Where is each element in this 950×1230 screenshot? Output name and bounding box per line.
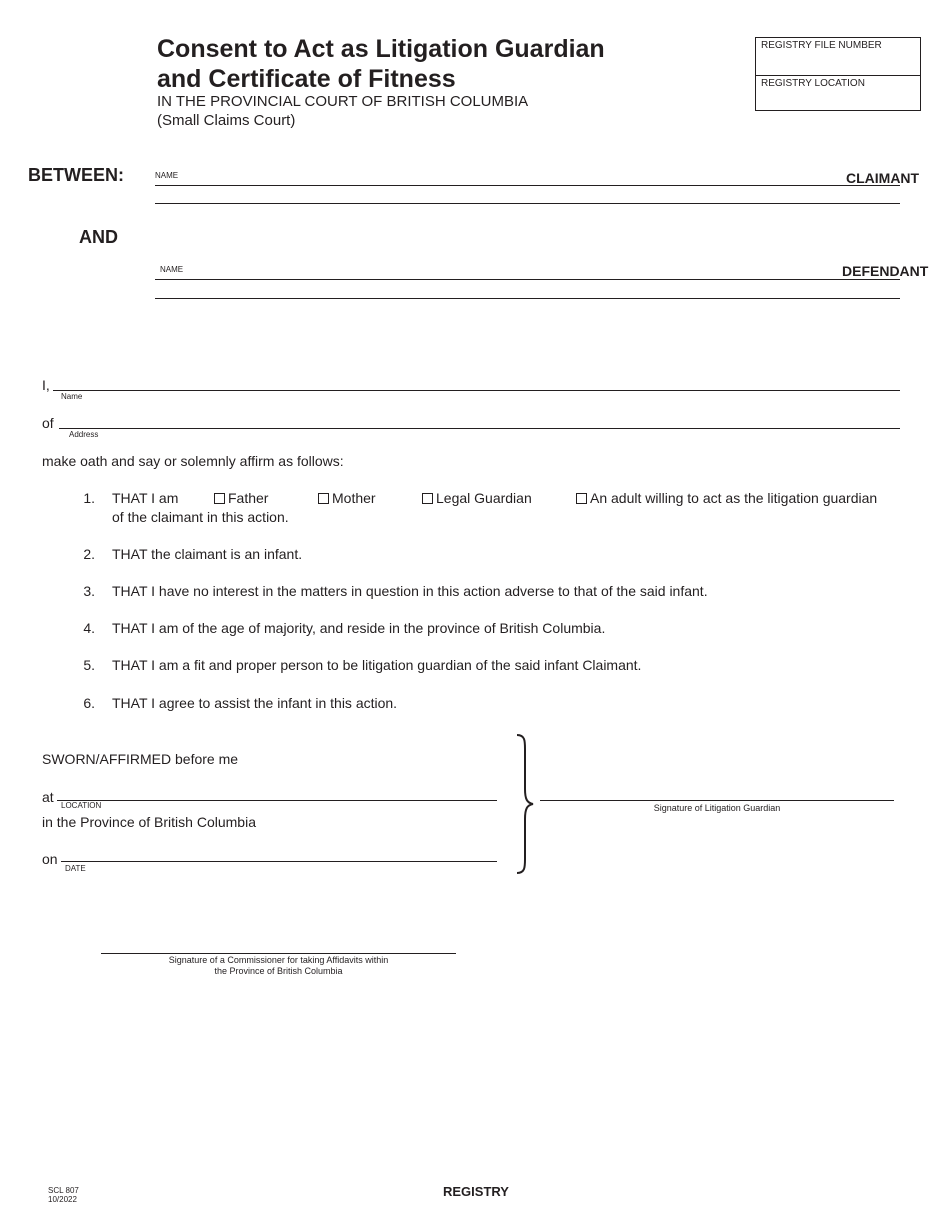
at-label: at xyxy=(42,789,54,805)
date-caption: DATE xyxy=(65,864,86,873)
defendant-label: DEFENDANT xyxy=(842,263,929,279)
province-text: in the Province of British Columbia xyxy=(42,814,256,830)
deponent-address-caption: Address xyxy=(69,430,99,439)
mother-checkbox[interactable] xyxy=(318,493,329,504)
defendant-name-line-2[interactable] xyxy=(155,298,900,299)
statement-4-text: THAT I am of the age of majority, and reside in the province of British Columbia. xyxy=(112,620,606,636)
statement-4-number: 4. xyxy=(83,620,95,636)
commissioner-signature-caption xyxy=(101,955,456,977)
commissioner-signature-line[interactable] xyxy=(101,953,456,954)
court-line: IN THE PROVINCIAL COURT OF BRITISH COLUMBIA xyxy=(157,93,529,110)
registry-box xyxy=(755,37,921,111)
legal-guardian-checkbox[interactable] xyxy=(422,493,433,504)
statement-5-text: THAT I am a fit and proper person to be litigation guardian of the said infant Claimant. xyxy=(112,657,642,673)
adult-guardian-label: An adult willing to act as the litigation guardian xyxy=(590,490,878,506)
on-label: on xyxy=(42,851,58,867)
registry-location-field[interactable] xyxy=(756,75,920,112)
statement-1-prefix: THAT I am xyxy=(112,490,179,506)
option-legal-guardian[interactable] xyxy=(422,490,532,506)
form-code xyxy=(48,1186,79,1204)
statement-5-number: 5. xyxy=(83,657,95,673)
and-label: AND xyxy=(79,227,118,247)
mother-label: Mother xyxy=(332,490,376,506)
adult-guardian-checkbox[interactable] xyxy=(576,493,587,504)
statement-6-number: 6. xyxy=(83,695,95,711)
registry-location-label: REGISTRY LOCATION xyxy=(761,78,865,89)
commissioner-caption-line2: the Province of British Columbia xyxy=(214,966,343,976)
registry-file-number-field[interactable] xyxy=(756,38,920,75)
form-title-line2: and Certificate of Fitness xyxy=(157,65,456,93)
oath-text: make oath and say or solemnly affirm as follows: xyxy=(42,453,344,469)
statement-1-number: 1. xyxy=(83,490,95,506)
form-title xyxy=(157,34,605,94)
location-caption: LOCATION xyxy=(61,801,102,810)
commissioner-caption-line1: Signature of a Commissioner for taking Affidavits within xyxy=(168,955,389,965)
statement-6-text: THAT I agree to assist the infant in this action. xyxy=(112,695,398,711)
between-label: BETWEEN: xyxy=(28,165,124,185)
legal-guardian-label: Legal Guardian xyxy=(436,490,532,506)
i-label: I, xyxy=(42,377,50,393)
form-title-line1: Consent to Act as Litigation Guardian xyxy=(157,35,605,63)
form-code-date: 10/2022 xyxy=(48,1195,77,1204)
father-checkbox[interactable] xyxy=(214,493,225,504)
claimant-name-line-2[interactable] xyxy=(155,203,900,204)
registry-file-number-label: REGISTRY FILE NUMBER xyxy=(761,40,882,51)
of-label: of xyxy=(42,415,54,431)
deponent-address-line[interactable] xyxy=(59,428,900,429)
sworn-location-line[interactable] xyxy=(57,800,497,801)
statement-3-number: 3. xyxy=(83,583,95,599)
guardian-signature-caption: Signature of Litigation Guardian xyxy=(653,803,781,813)
claimant-label: CLAIMANT xyxy=(846,170,920,186)
claimant-name-label: NAME xyxy=(155,171,179,180)
option-father[interactable] xyxy=(214,490,268,506)
defendant-name-label: NAME xyxy=(160,265,184,274)
claimant-name-line-1[interactable] xyxy=(155,185,900,186)
court-name xyxy=(157,92,528,130)
statement-3-text: THAT I have no interest in the matters in question in this action adverse to that of the said infant. xyxy=(112,583,708,599)
statement-1-suffix: of the claimant in this action. xyxy=(112,509,289,525)
statement-2-text: THAT the claimant is an infant. xyxy=(112,546,303,562)
sworn-date-line[interactable] xyxy=(61,861,497,862)
court-subline: (Small Claims Court) xyxy=(157,112,296,129)
option-mother[interactable] xyxy=(318,490,376,506)
brace-icon xyxy=(510,733,536,875)
defendant-name-line-1[interactable] xyxy=(155,279,900,280)
form-code-number: SCL 807 xyxy=(48,1186,79,1195)
statement-2-number: 2. xyxy=(83,546,95,562)
guardian-signature-line[interactable] xyxy=(540,800,894,801)
deponent-name-caption: Name xyxy=(61,392,83,401)
option-adult-litigation-guardian[interactable] xyxy=(576,490,877,506)
registry-footer-label: REGISTRY xyxy=(443,1184,509,1199)
deponent-name-line[interactable] xyxy=(53,390,900,391)
sworn-heading: SWORN/AFFIRMED before me xyxy=(42,751,239,767)
father-label: Father xyxy=(228,490,269,506)
